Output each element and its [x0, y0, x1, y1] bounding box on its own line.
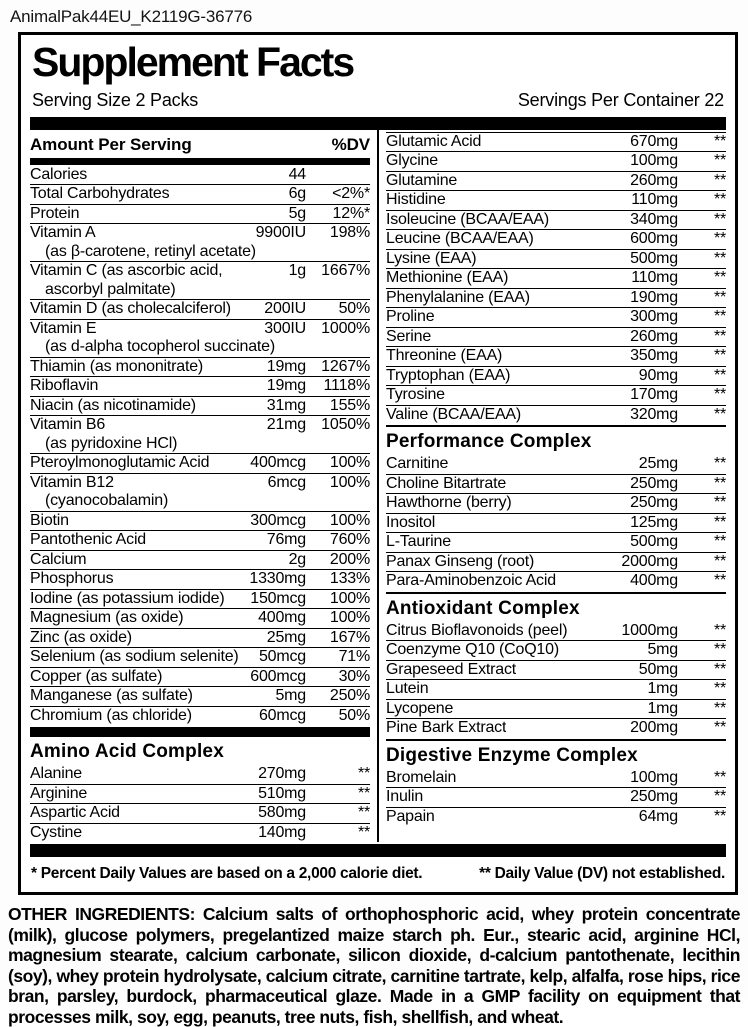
nutrient-dv: 50%	[338, 300, 370, 318]
nutrient-name: Lutein	[386, 680, 429, 698]
nutrient-row	[386, 346, 726, 366]
nutrient-dv: **	[713, 719, 726, 737]
nutrient-name: Valine (BCAA/EAA)	[386, 405, 522, 423]
nutrient-amount: 1mg	[647, 699, 678, 717]
nutrient-subname: (as pyridoxine HCl)	[45, 434, 178, 452]
nutrient-row	[386, 327, 726, 347]
nutrient-name: Papain	[386, 807, 435, 825]
nutrient-row	[386, 229, 726, 249]
nutrient-name: Copper (as sulfate)	[30, 667, 163, 685]
nutrient-amount: 9900IU	[255, 224, 306, 242]
nutrient-name: Selenium (as sodium selenite)	[30, 648, 239, 666]
nutrient-name: Leucine (BCAA/EAA)	[386, 230, 534, 248]
percent-dv-label: %DV	[331, 134, 370, 154]
nutrient-name: Panax Ginseng (root)	[386, 552, 535, 570]
nutrient-row	[386, 405, 726, 425]
nutrient-dv: **	[713, 455, 726, 473]
nutrient-amount: 76mg	[266, 531, 306, 549]
nutrient-name: Tryptophan (EAA)	[386, 366, 511, 384]
nutrient-row	[386, 132, 726, 152]
nutrient-dv: **	[713, 660, 726, 678]
nutrient-amount: 170mg	[630, 386, 678, 404]
nutrient-dv: **	[713, 347, 726, 365]
nutrient-dv: 1667%	[321, 262, 370, 280]
nutrient-amount: 1000mg	[621, 621, 678, 639]
nutrient-amount: 125mg	[630, 513, 678, 531]
nutrient-row	[30, 823, 370, 843]
nutrient-row	[30, 357, 370, 377]
nutrient-amount: 100mg	[630, 768, 678, 786]
nutrient-amount: 100mg	[630, 152, 678, 170]
header-divider-bar	[30, 158, 370, 165]
nutrient-amount: 6g	[288, 185, 306, 203]
nutrient-row	[30, 530, 370, 550]
nutrient-dv: **	[713, 572, 726, 590]
nutrient-row	[30, 223, 370, 243]
nutrient-dv: **	[713, 386, 726, 404]
nutrient-dv: **	[713, 680, 726, 698]
nutrient-name: Vitamin B12	[30, 473, 114, 491]
nutrient-row	[386, 210, 726, 230]
nutrient-dv: 200%	[329, 550, 370, 568]
nutrient-name: Carnitine	[386, 455, 449, 473]
section-header-antioxidant-complex: Antioxidant Complex	[386, 592, 726, 622]
nutrient-dv: **	[713, 494, 726, 512]
nutrient-name: Biotin	[30, 511, 69, 529]
left-column	[30, 130, 377, 843]
nutrient-dv: **	[713, 621, 726, 639]
nutrient-amount: 250mg	[630, 788, 678, 806]
nutrient-amount: 5mg	[647, 641, 678, 659]
nutrient-amount: 260mg	[630, 171, 678, 189]
nutrient-dv: 30%	[338, 667, 370, 685]
nutrient-name: Inositol	[386, 513, 436, 531]
section-divider-bar	[30, 727, 370, 737]
other-ingredients-text: Calcium salts of orthophosphoric acid, whey protein concentrate (milk), glucose polymers, pregelantized maize starch ph. Eur., stearic acid, arginine HCl, magnesium stearate, calcium carbonate, silicon dioxide, d-calcium pantothenate, lecithin (soy), whey protein hydrolysate, calcium citrate, carnitine tartrate, kelp, alfalfa, rose hips, rice bran, parsley, burdock, pharmaceutical glaze. Made in a GMP facility on equipment that processes milk, soy, egg, peanuts, tree nuts, fish, shellfish, and wheat.	[8, 904, 740, 1027]
nutrient-subname: ascorbyl palmitate)	[45, 280, 176, 298]
section-header-amino-acid-complex: Amino Acid Complex	[30, 741, 224, 763]
right-column-rows	[386, 132, 726, 827]
nutrient-dv: 1050%	[321, 416, 370, 434]
nutrient-row	[386, 640, 726, 660]
nutrient-row	[386, 249, 726, 269]
nutrient-name: L-Taurine	[386, 533, 451, 551]
nutrient-name: Lysine (EAA)	[386, 249, 477, 267]
nutrient-row	[30, 569, 370, 589]
nutrient-amount: 25mg	[638, 455, 678, 473]
nutrient-row	[30, 647, 370, 667]
nutrient-name: Hawthorne (berry)	[386, 494, 512, 512]
nutrient-name: Vitamin E	[30, 319, 97, 337]
nutrient-columns	[30, 130, 726, 843]
nutrient-amount: 400mcg	[250, 454, 306, 472]
serving-divider-bar	[30, 117, 726, 130]
nutrient-row	[30, 473, 370, 493]
nutrient-amount: 50mcg	[258, 648, 306, 666]
amount-per-serving-label: Amount Per Serving	[30, 134, 192, 154]
nutrient-dv: **	[713, 366, 726, 384]
nutrient-amount: 110mg	[631, 269, 678, 287]
nutrient-name: Choline Bitartrate	[386, 474, 507, 492]
nutrient-dv: **	[713, 308, 726, 326]
nutrient-amount: 350mg	[630, 347, 678, 365]
nutrient-dv: **	[713, 641, 726, 659]
nutrient-row	[30, 765, 370, 784]
nutrient-name: Pantothenic Acid	[30, 531, 146, 549]
nutrient-name: Iodine (as potassium iodide)	[30, 589, 225, 607]
nutrient-dv: **	[713, 288, 726, 306]
serving-info	[30, 84, 726, 115]
nutrient-name: Glutamine	[386, 171, 458, 189]
section-header-performance-complex: Performance Complex	[386, 425, 726, 455]
nutrient-name: Glutamic Acid	[386, 132, 482, 150]
nutrient-dv: **	[713, 230, 726, 248]
nutrient-row	[386, 571, 726, 591]
nutrient-name: Citrus Bioflavonoids (peel)	[386, 621, 568, 639]
nutrient-row	[386, 552, 726, 572]
footnote-divider-bar	[30, 844, 726, 857]
nutrient-amount: 140mg	[258, 823, 306, 841]
nutrient-name: Calcium	[30, 550, 87, 568]
nutrient-name: Arginine	[30, 784, 88, 802]
nutrient-row	[30, 319, 370, 339]
nutrient-name: Vitamin C (as ascorbic acid,	[30, 262, 223, 280]
nutrient-dv: **	[357, 823, 370, 841]
nutrient-row	[386, 769, 726, 788]
nutrient-name: Thiamin (as mononitrate)	[30, 357, 204, 375]
nutrient-dv: **	[713, 405, 726, 423]
nutrient-name: Para-Aminobenzoic Acid	[386, 572, 556, 590]
nutrient-name: Proline	[386, 308, 435, 326]
nutrient-dv: **	[713, 152, 726, 170]
nutrient-row	[386, 493, 726, 513]
nutrient-row	[386, 268, 726, 288]
footnotes	[30, 857, 726, 892]
nutrient-name: Calories	[30, 165, 88, 183]
nutrient-name: Niacin (as nicotinamide)	[30, 396, 196, 414]
nutrient-name: Protein	[30, 204, 80, 222]
nutrient-name: Phenylalanine (EAA)	[386, 288, 530, 306]
nutrient-row	[386, 513, 726, 533]
nutrient-row	[386, 151, 726, 171]
nutrient-amount: 31mg	[266, 396, 306, 414]
nutrient-amount: 90mg	[638, 366, 678, 384]
nutrient-name: Isoleucine (BCAA/EAA)	[386, 210, 549, 228]
nutrient-dv: <2%*	[332, 185, 370, 203]
nutrient-dv: **	[357, 765, 370, 783]
nutrient-row	[30, 166, 370, 185]
nutrient-row	[386, 307, 726, 327]
nutrient-amount: 510mg	[258, 784, 306, 802]
nutrient-name: Vitamin A	[30, 224, 96, 242]
nutrient-row	[386, 385, 726, 405]
nutrient-amount: 110mg	[631, 191, 678, 209]
nutrient-dv: **	[713, 132, 726, 150]
nutrient-dv: **	[713, 552, 726, 570]
nutrient-amount: 5mg	[275, 687, 306, 705]
nutrient-amount: 25mg	[266, 628, 306, 646]
nutrient-subname: (cyanocobalamin)	[45, 492, 169, 510]
nutrient-dv: **	[713, 474, 726, 492]
nutrient-amount: 250mg	[630, 474, 678, 492]
nutrient-name: Magnesium (as oxide)	[30, 609, 184, 627]
nutrient-dv: **	[357, 804, 370, 822]
nutrient-name: Inulin	[386, 788, 424, 806]
nutrient-amount: 6mcg	[267, 473, 306, 491]
nutrient-name: Aspartic Acid	[30, 804, 120, 822]
nutrient-dv: **	[713, 513, 726, 531]
nutrient-amount: 260mg	[630, 327, 678, 345]
nutrient-amount: 200IU	[264, 300, 306, 318]
nutrient-amount: 50mg	[638, 660, 678, 678]
nutrient-name: Chromium (as chloride)	[30, 706, 192, 724]
nutrient-amount: 190mg	[630, 288, 678, 306]
nutrient-dv: **	[713, 249, 726, 267]
nutrient-dv: **	[713, 807, 726, 825]
nutrient-amount: 320mg	[630, 405, 678, 423]
nutrient-name: Methionine (EAA)	[386, 269, 509, 287]
nutrient-row	[386, 787, 726, 807]
nutrient-amount: 400mg	[258, 609, 306, 627]
nutrient-row	[30, 261, 370, 281]
nutrient-name: Serine	[386, 327, 432, 345]
nutrient-row	[30, 396, 370, 416]
nutrient-dv: **	[713, 210, 726, 228]
supplement-facts-panel	[18, 32, 738, 895]
nutrient-row	[30, 415, 370, 435]
nutrient-amount: 2000mg	[621, 552, 678, 570]
nutrient-name: Total Carbohydrates	[30, 185, 170, 203]
nutrient-dv: 198%	[329, 224, 370, 242]
nutrient-amount: 60mcg	[258, 706, 306, 724]
nutrient-amount: 670mg	[630, 132, 678, 150]
nutrient-row	[386, 622, 726, 641]
nutrient-dv: 100%	[329, 511, 370, 529]
nutrient-dv: 1267%	[321, 357, 370, 375]
nutrient-row	[30, 628, 370, 648]
nutrient-row	[386, 455, 726, 474]
nutrient-name: Threonine (EAA)	[386, 347, 503, 365]
nutrient-amount: 19mg	[266, 357, 306, 375]
nutrient-dv: 1000%	[321, 319, 370, 337]
nutrient-name: Alanine	[30, 765, 82, 783]
amount-per-serving-header	[30, 132, 370, 158]
nutrient-row	[30, 376, 370, 396]
nutrient-dv: 12%*	[332, 204, 370, 222]
nutrient-name: Vitamin D (as cholecalciferol)	[30, 300, 231, 318]
nutrient-amount: 300IU	[264, 319, 306, 337]
nutrient-subname: (as β-carotene, retinyl acetate)	[45, 242, 256, 260]
nutrient-row	[386, 679, 726, 699]
nutrient-dv: **	[713, 269, 726, 287]
nutrient-dv: 1118%	[323, 377, 370, 395]
nutrient-amount: 2g	[288, 550, 306, 568]
nutrient-dv: **	[713, 533, 726, 551]
nutrient-row	[30, 784, 370, 804]
nutrient-amount: 19mg	[266, 377, 306, 395]
nutrient-row	[30, 589, 370, 609]
nutrient-name: Tyrosine	[386, 386, 445, 404]
nutrient-row	[386, 660, 726, 680]
nutrient-row	[30, 453, 370, 473]
other-ingredients	[8, 904, 740, 1027]
nutrient-name: Vitamin B6	[30, 416, 106, 434]
other-ingredients-label: OTHER INGREDIENTS:	[8, 904, 195, 925]
nutrient-dv: 100%	[329, 454, 370, 472]
document-filename: AnimalPak44EU_K2119G-36776	[10, 7, 253, 26]
nutrient-amount: 1g	[288, 262, 306, 280]
nutrient-row	[30, 511, 370, 531]
nutrient-row	[30, 608, 370, 628]
nutrient-row	[30, 803, 370, 823]
nutrient-row	[386, 366, 726, 386]
nutrient-amount: 1mg	[647, 680, 678, 698]
nutrient-dv: **	[713, 327, 726, 345]
nutrient-amount: 5g	[288, 204, 306, 222]
nutrient-subname: (as d-alpha tocopherol succinate)	[45, 338, 275, 356]
nutrient-name: Grapeseed Extract	[386, 660, 516, 678]
nutrient-amount: 580mg	[258, 804, 306, 822]
nutrient-dv: **	[713, 768, 726, 786]
nutrient-amount: 44	[288, 165, 306, 183]
nutrient-amount: 300mg	[630, 308, 678, 326]
nutrient-row	[386, 474, 726, 494]
nutrient-name: Cystine	[30, 823, 82, 841]
nutrient-row	[30, 706, 370, 726]
panel-title: Supplement Facts	[32, 39, 354, 85]
nutrient-dv: **	[713, 191, 726, 209]
nutrient-name: Bromelain	[386, 768, 457, 786]
right-column	[379, 130, 726, 843]
nutrient-dv: 133%	[329, 570, 370, 588]
left-column-rows	[30, 166, 370, 843]
nutrient-dv: **	[357, 784, 370, 802]
nutrient-name: Pine Bark Extract	[386, 719, 507, 737]
nutrient-amount: 500mg	[630, 533, 678, 551]
nutrient-amount: 21mg	[266, 416, 306, 434]
nutrient-amount: 600mg	[630, 230, 678, 248]
nutrient-dv: 100%	[329, 589, 370, 607]
nutrient-dv: **	[713, 788, 726, 806]
nutrient-row	[386, 190, 726, 210]
nutrient-dv: 250%	[329, 687, 370, 705]
nutrient-amount: 300mcg	[250, 511, 306, 529]
nutrient-dv: 100%	[329, 473, 370, 491]
nutrient-row	[30, 184, 370, 204]
nutrient-row	[30, 667, 370, 687]
nutrient-name: Coenzyme Q10 (CoQ10)	[386, 641, 559, 659]
nutrient-amount: 1330mg	[249, 570, 306, 588]
nutrient-dv: 167%	[329, 628, 370, 646]
nutrient-row	[30, 299, 370, 319]
nutrient-row	[386, 532, 726, 552]
section-header-digestive-enzyme-complex: Digestive Enzyme Complex	[386, 739, 726, 769]
nutrient-name: Pteroylmonoglutamic Acid	[30, 454, 210, 472]
nutrient-amount: 250mg	[630, 494, 678, 512]
nutrient-dv: 50%	[338, 706, 370, 724]
nutrient-row	[30, 204, 370, 224]
nutrient-row	[30, 550, 370, 570]
nutrient-row	[386, 171, 726, 191]
servings-per-container: Servings Per Container 22	[517, 89, 724, 110]
nutrient-row	[30, 686, 370, 706]
nutrient-dv: 155%	[329, 396, 370, 414]
nutrient-dv: 100%	[329, 609, 370, 627]
nutrient-row	[386, 288, 726, 308]
nutrient-dv: **	[713, 699, 726, 717]
nutrient-row	[386, 718, 726, 738]
nutrient-name: Zinc (as oxide)	[30, 628, 132, 646]
nutrient-dv: 71%	[338, 648, 370, 666]
nutrient-row	[386, 807, 726, 827]
footnote-percent-dv: * Percent Daily Values are based on a 2,000 calorie diet.	[31, 865, 423, 883]
footnote-not-established: ** Daily Value (DV) not established.	[479, 865, 725, 883]
nutrient-amount: 200mg	[630, 719, 678, 737]
nutrient-amount: 64mg	[638, 807, 678, 825]
nutrient-amount: 340mg	[630, 210, 678, 228]
nutrient-dv: **	[713, 171, 726, 189]
serving-size: Serving Size 2 Packs	[32, 89, 199, 110]
nutrient-name: Glycine	[386, 152, 438, 170]
nutrient-amount: 270mg	[258, 765, 306, 783]
nutrient-name: Phosphorus	[30, 570, 114, 588]
nutrient-amount: 500mg	[630, 249, 678, 267]
nutrient-amount: 600mcg	[250, 667, 306, 685]
nutrient-name: Histidine	[386, 191, 446, 209]
nutrient-row	[386, 699, 726, 719]
nutrient-dv: 760%	[329, 531, 370, 549]
nutrient-amount: 400mg	[630, 572, 678, 590]
nutrient-name: Lycopene	[386, 699, 454, 717]
nutrient-name: Manganese (as sulfate)	[30, 687, 193, 705]
nutrient-amount: 150mcg	[250, 589, 306, 607]
nutrient-name: Riboflavin	[30, 377, 99, 395]
